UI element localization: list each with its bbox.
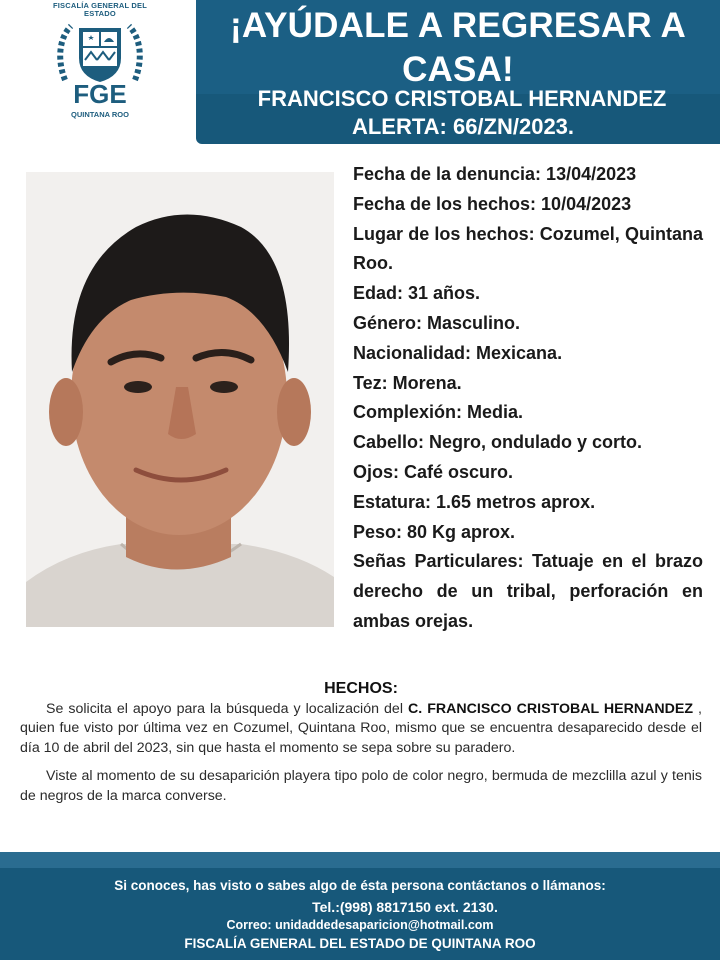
missing-person-name: FRANCISCO CRISTOBAL HERNANDEZ [257, 86, 667, 111]
footer-strip [0, 852, 720, 868]
logo-abbreviation: FGE [73, 79, 127, 109]
header-banner [196, 0, 720, 144]
detail-nationality: Nacionalidad: Mexicana. [353, 342, 563, 363]
detail-height: Estatura: 1.65 metros aprox. [353, 491, 596, 512]
detail-location: Lugar de los hechos: Cozumel, Quintana Roo. [353, 223, 703, 274]
agency-name: FISCALÍA GENERAL DEL ESTADO DE QUINTANA ROO [184, 936, 536, 951]
contact-prompt: Si conoces, has visto o sabes algo de ésta persona contáctanos o llámanos: [114, 878, 606, 893]
crest-icon [55, 20, 145, 84]
page-title: ¡AYÚDALE A REGRESAR A CASA! [229, 6, 686, 89]
person-photo [26, 172, 334, 627]
facts-p1-name: C. FRANCISCO CRISTOBAL HERNANDEZ [408, 700, 694, 717]
detail-build: Complexión: Media. [353, 402, 524, 423]
contact-phone[interactable]: Tel.:(998) 8817150 ext. 2130. [312, 899, 498, 915]
detail-complexion-tone: Tez: Morena. [353, 372, 462, 393]
facts-p1-rest: , quien fue visto por última vez en Cozumel, Quintana Roo, mismo que se encuentra desaparecido desde el día 10 de abril del 2023, sin que hasta el momento se sepa sobre su paradero. [20, 700, 703, 756]
facts-p1-intro: Se solicita el apoyo para la búsqueda y localización del [46, 700, 409, 717]
detail-eyes: Ojos: Café oscuro. [353, 461, 514, 482]
contact-email[interactable]: Correo: unidaddedesaparicion@hotmail.com [226, 918, 494, 932]
facts-heading: HECHOS: [324, 680, 398, 697]
detail-distinguishing-marks: Señas Particulares: Tatuaje en el brazo derecho de un tribal, perforación en ambas orejas. [353, 551, 703, 631]
contact-footer [0, 852, 720, 960]
detail-weight: Peso: 80 Kg aprox. [353, 521, 516, 542]
detail-report-date: Fecha de la denuncia: 13/04/2023 [353, 164, 637, 184]
fge-logo [40, 2, 160, 150]
facts-paragraph-2: Viste al momento de su desaparición playera tipo polo de color negro, bermuda de mezclilla azul y tenis de negros de la marca converse. [20, 768, 702, 804]
person-details [353, 160, 703, 637]
logo-state-text: QUINTANA ROO [71, 110, 129, 119]
facts-paragraph-1 [20, 700, 702, 759]
alert-number: ALERTA: 66/ZN/2023. [351, 114, 575, 139]
facts-section [20, 679, 702, 806]
detail-event-date: Fecha de los hechos: 10/04/2023 [353, 193, 632, 214]
logo-org-text: FISCALÍA GENERAL DEL ESTADO [52, 1, 147, 18]
detail-hair: Cabello: Negro, ondulado y corto. [353, 432, 643, 453]
detail-age: Edad: 31 años. [353, 283, 481, 304]
detail-gender: Género: Masculino. [353, 312, 521, 333]
